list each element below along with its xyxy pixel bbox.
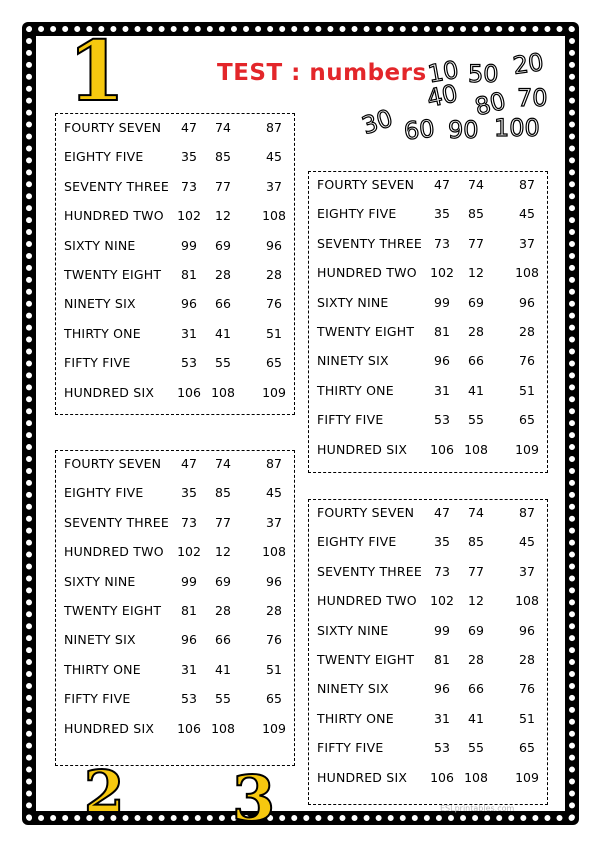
quiz-row [56, 629, 294, 651]
number-word: SIXTY NINE [317, 294, 389, 310]
number-word: HUNDRED SIX [317, 441, 408, 457]
number-option[interactable]: 35 [434, 534, 450, 550]
number-option[interactable]: 76 [519, 353, 535, 369]
number-option[interactable]: 99 [181, 573, 197, 589]
number-option[interactable]: 74 [468, 177, 484, 192]
cloud-number: 50 [468, 60, 499, 88]
number-option[interactable]: 106 [430, 441, 454, 457]
number-option[interactable]: 85 [215, 149, 231, 165]
number-option[interactable]: 74 [215, 456, 231, 471]
quiz-card [55, 113, 295, 415]
number-option[interactable]: 77 [215, 178, 231, 194]
number-word: TWENTY EIGHT [317, 324, 415, 339]
quiz-row [309, 737, 547, 759]
number-option[interactable]: 69 [468, 622, 484, 638]
number-option[interactable]: 108 [211, 720, 235, 736]
quiz-row [309, 620, 547, 642]
quiz-row [56, 235, 294, 257]
quiz-row [309, 409, 547, 431]
quiz-row [56, 205, 294, 227]
quiz-row [56, 512, 294, 534]
number-option[interactable]: 73 [181, 178, 197, 194]
quiz-row [309, 233, 547, 255]
cloud-number: 30 [358, 103, 397, 141]
number-option[interactable]: 85 [468, 206, 484, 222]
number-option[interactable]: 47 [434, 177, 450, 192]
quiz-row [309, 590, 547, 612]
number-option[interactable]: 102 [430, 593, 454, 609]
number-option[interactable]: 35 [181, 485, 197, 501]
number-option[interactable]: 109 [515, 769, 539, 785]
quiz-row [56, 600, 294, 622]
number-option[interactable]: 109 [515, 441, 539, 457]
number-option[interactable]: 81 [181, 603, 197, 618]
number-option[interactable]: 81 [181, 267, 197, 282]
number-option[interactable]: 41 [468, 382, 484, 398]
number-word: THIRTY ONE [317, 382, 394, 398]
number-option[interactable]: 65 [519, 412, 535, 428]
number-option[interactable]: 77 [468, 235, 484, 251]
number-option[interactable]: 12 [468, 593, 484, 609]
quiz-row [309, 203, 547, 225]
quiz-row [56, 323, 294, 345]
number-word: HUNDRED TWO [64, 208, 164, 224]
quiz-row [56, 541, 294, 563]
number-option[interactable]: 12 [215, 208, 231, 224]
cloud-number: 80 [472, 86, 509, 122]
number-option[interactable]: 65 [266, 355, 282, 371]
quiz-row [56, 293, 294, 315]
number-word: THIRTY ONE [317, 710, 394, 726]
number-option[interactable]: 28 [468, 324, 484, 339]
number-word: HUNDRED SIX [64, 384, 155, 400]
number-option[interactable]: 74 [215, 120, 231, 135]
number-option[interactable]: 12 [468, 265, 484, 281]
number-word: THIRTY ONE [64, 325, 141, 341]
number-option[interactable]: 37 [266, 514, 282, 530]
number-option[interactable]: 96 [181, 296, 197, 312]
number-word: FIFTY FIVE [317, 412, 384, 428]
number-option[interactable]: 85 [215, 485, 231, 501]
number-option[interactable]: 28 [215, 267, 231, 282]
number-word: HUNDRED TWO [64, 544, 164, 560]
number-word: FOURTY SEVEN [64, 456, 162, 471]
quiz-row [56, 382, 294, 404]
number-option[interactable]: 99 [434, 622, 450, 638]
cloud-number: 100 [494, 114, 540, 142]
number-option[interactable]: 45 [519, 206, 535, 222]
number-option[interactable]: 12 [215, 544, 231, 560]
quiz-row [56, 146, 294, 168]
number-word: SEVENTY THREE [64, 514, 169, 530]
number-option[interactable]: 51 [519, 710, 535, 726]
quiz-row [309, 380, 547, 402]
number-option[interactable]: 85 [468, 534, 484, 550]
quiz-row [309, 649, 547, 671]
number-word: SIXTY NINE [317, 622, 389, 638]
number-option[interactable]: 51 [266, 661, 282, 677]
number-option[interactable]: 28 [266, 603, 282, 618]
number-word: SEVENTY THREE [317, 235, 422, 251]
number-option[interactable]: 106 [177, 384, 201, 400]
number-word: FOURTY SEVEN [64, 120, 162, 135]
number-option[interactable]: 87 [266, 120, 282, 135]
number-option[interactable]: 41 [215, 661, 231, 677]
number-word: HUNDRED SIX [64, 720, 155, 736]
number-word: NINETY SIX [64, 296, 136, 312]
number-option[interactable]: 47 [181, 120, 197, 135]
number-option[interactable]: 76 [266, 296, 282, 312]
number-option[interactable]: 55 [468, 740, 484, 756]
quiz-row [56, 482, 294, 504]
number-option[interactable]: 53 [181, 691, 197, 707]
number-option[interactable]: 66 [468, 353, 484, 369]
number-option[interactable]: 51 [266, 325, 282, 341]
number-option[interactable]: 73 [181, 514, 197, 530]
number-word: EIGHTY FIVE [317, 534, 397, 550]
number-word: NINETY SIX [317, 681, 389, 697]
quiz-row [309, 502, 547, 524]
number-option[interactable]: 47 [434, 505, 450, 520]
number-option[interactable]: 109 [262, 720, 286, 736]
number-word: HUNDRED TWO [317, 265, 417, 281]
number-option[interactable]: 37 [519, 563, 535, 579]
number-option[interactable]: 109 [262, 384, 286, 400]
number-option[interactable]: 73 [434, 235, 450, 251]
number-word: SEVENTY THREE [317, 563, 422, 579]
number-word: HUNDRED TWO [317, 593, 417, 609]
number-word: FIFTY FIVE [64, 691, 131, 707]
quiz-row [56, 571, 294, 593]
number-option[interactable]: 53 [434, 740, 450, 756]
number-option[interactable]: 31 [434, 382, 450, 398]
number-option[interactable]: 66 [215, 296, 231, 312]
number-option[interactable]: 99 [434, 294, 450, 310]
number-word: SIXTY NINE [64, 573, 136, 589]
cloud-number: 70 [517, 84, 548, 112]
cloud-number: 20 [511, 48, 546, 80]
number-option[interactable]: 102 [430, 265, 454, 281]
number-option[interactable]: 69 [215, 573, 231, 589]
number-option[interactable]: 96 [266, 573, 282, 589]
quiz-row [309, 321, 547, 343]
quiz-row [309, 439, 547, 461]
number-option[interactable]: 65 [519, 740, 535, 756]
quiz-row [56, 659, 294, 681]
cloud-number: 40 [424, 79, 461, 113]
number-option[interactable]: 28 [266, 267, 282, 282]
number-option[interactable]: 45 [266, 485, 282, 501]
number-option[interactable]: 28 [215, 603, 231, 618]
number-option[interactable]: 106 [430, 769, 454, 785]
number-option[interactable]: 41 [468, 710, 484, 726]
number-word: SIXTY NINE [64, 237, 136, 253]
number-option[interactable]: 76 [519, 681, 535, 697]
quiz-row [56, 264, 294, 286]
number-option[interactable]: 37 [519, 235, 535, 251]
number-option[interactable]: 31 [434, 710, 450, 726]
number-option[interactable]: 81 [434, 652, 450, 667]
number-option[interactable]: 69 [468, 294, 484, 310]
number-option[interactable]: 66 [215, 632, 231, 648]
quiz-card [308, 171, 548, 473]
number-option[interactable]: 74 [468, 505, 484, 520]
number-option[interactable]: 108 [464, 769, 488, 785]
number-option[interactable]: 108 [464, 441, 488, 457]
number-option[interactable]: 96 [434, 681, 450, 697]
quiz-row [56, 176, 294, 198]
quiz-row [56, 718, 294, 740]
page-title: TEST : numbers [217, 60, 427, 86]
number-option[interactable]: 55 [215, 355, 231, 371]
number-option[interactable]: 66 [468, 681, 484, 697]
quiz-row [56, 688, 294, 710]
number-option[interactable]: 55 [468, 412, 484, 428]
number-option[interactable]: 47 [181, 456, 197, 471]
number-option[interactable]: 35 [434, 206, 450, 222]
number-word: FOURTY SEVEN [317, 177, 415, 192]
number-option[interactable]: 87 [266, 456, 282, 471]
big-number-1: 1 [68, 24, 126, 120]
quiz-row [309, 262, 547, 284]
number-word: HUNDRED SIX [317, 769, 408, 785]
number-option[interactable]: 96 [266, 237, 282, 253]
number-word: THIRTY ONE [64, 661, 141, 677]
number-option[interactable]: 96 [519, 294, 535, 310]
number-option[interactable]: 108 [515, 593, 539, 609]
number-option[interactable]: 99 [181, 237, 197, 253]
number-option[interactable]: 31 [181, 661, 197, 677]
number-option[interactable]: 106 [177, 720, 201, 736]
number-word: SEVENTY THREE [64, 178, 169, 194]
number-word: TWENTY EIGHT [317, 652, 415, 667]
quiz-card [55, 450, 295, 766]
number-word: FOURTY SEVEN [317, 505, 415, 520]
number-option[interactable]: 76 [266, 632, 282, 648]
number-option[interactable]: 35 [181, 149, 197, 165]
quiz-row [309, 292, 547, 314]
number-word: FIFTY FIVE [317, 740, 384, 756]
number-option[interactable]: 73 [434, 563, 450, 579]
number-option[interactable]: 31 [181, 325, 197, 341]
number-option[interactable]: 77 [468, 563, 484, 579]
number-word: TWENTY EIGHT [64, 603, 162, 618]
number-option[interactable]: 96 [434, 353, 450, 369]
quiz-row [56, 352, 294, 374]
number-option[interactable]: 28 [519, 324, 535, 339]
number-option[interactable]: 45 [266, 149, 282, 165]
quiz-row [309, 350, 547, 372]
number-word: EIGHTY FIVE [64, 485, 144, 501]
number-option[interactable]: 28 [519, 652, 535, 667]
quiz-row [309, 531, 547, 553]
quiz-card [308, 499, 548, 805]
quiz-row [309, 561, 547, 583]
number-option[interactable]: 45 [519, 534, 535, 550]
number-option[interactable]: 87 [519, 505, 535, 520]
number-word: EIGHTY FIVE [317, 206, 397, 222]
cloud-number: 10 [425, 55, 461, 89]
quiz-row [309, 767, 547, 789]
number-word: TWENTY EIGHT [64, 267, 162, 282]
number-word: NINETY SIX [64, 632, 136, 648]
number-option[interactable]: 96 [181, 632, 197, 648]
number-option[interactable]: 55 [215, 691, 231, 707]
number-option[interactable]: 102 [177, 208, 201, 224]
quiz-row [56, 453, 294, 475]
number-option[interactable]: 51 [519, 382, 535, 398]
number-option[interactable]: 77 [215, 514, 231, 530]
big-number-2: 2 [84, 758, 125, 826]
number-option[interactable]: 41 [215, 325, 231, 341]
quiz-row [309, 708, 547, 730]
number-option[interactable]: 108 [262, 544, 286, 560]
quiz-row [309, 174, 547, 196]
number-option[interactable]: 108 [211, 384, 235, 400]
cloud-number: 60 [402, 114, 436, 146]
number-option[interactable]: 37 [266, 178, 282, 194]
number-word: NINETY SIX [317, 353, 389, 369]
number-word: FIFTY FIVE [64, 355, 131, 371]
number-option[interactable]: 96 [519, 622, 535, 638]
watermark: ESLprintables.com [440, 804, 515, 813]
number-option[interactable]: 69 [215, 237, 231, 253]
number-option[interactable]: 53 [181, 355, 197, 371]
number-option[interactable]: 65 [266, 691, 282, 707]
number-option[interactable]: 108 [262, 208, 286, 224]
number-option[interactable]: 53 [434, 412, 450, 428]
number-option[interactable]: 108 [515, 265, 539, 281]
quiz-row [56, 117, 294, 139]
quiz-row [309, 678, 547, 700]
big-number-3: 3 [232, 762, 276, 835]
number-option[interactable]: 102 [177, 544, 201, 560]
number-option[interactable]: 28 [468, 652, 484, 667]
number-option[interactable]: 81 [434, 324, 450, 339]
number-word: EIGHTY FIVE [64, 149, 144, 165]
cloud-number: 90 [448, 116, 479, 144]
number-option[interactable]: 87 [519, 177, 535, 192]
